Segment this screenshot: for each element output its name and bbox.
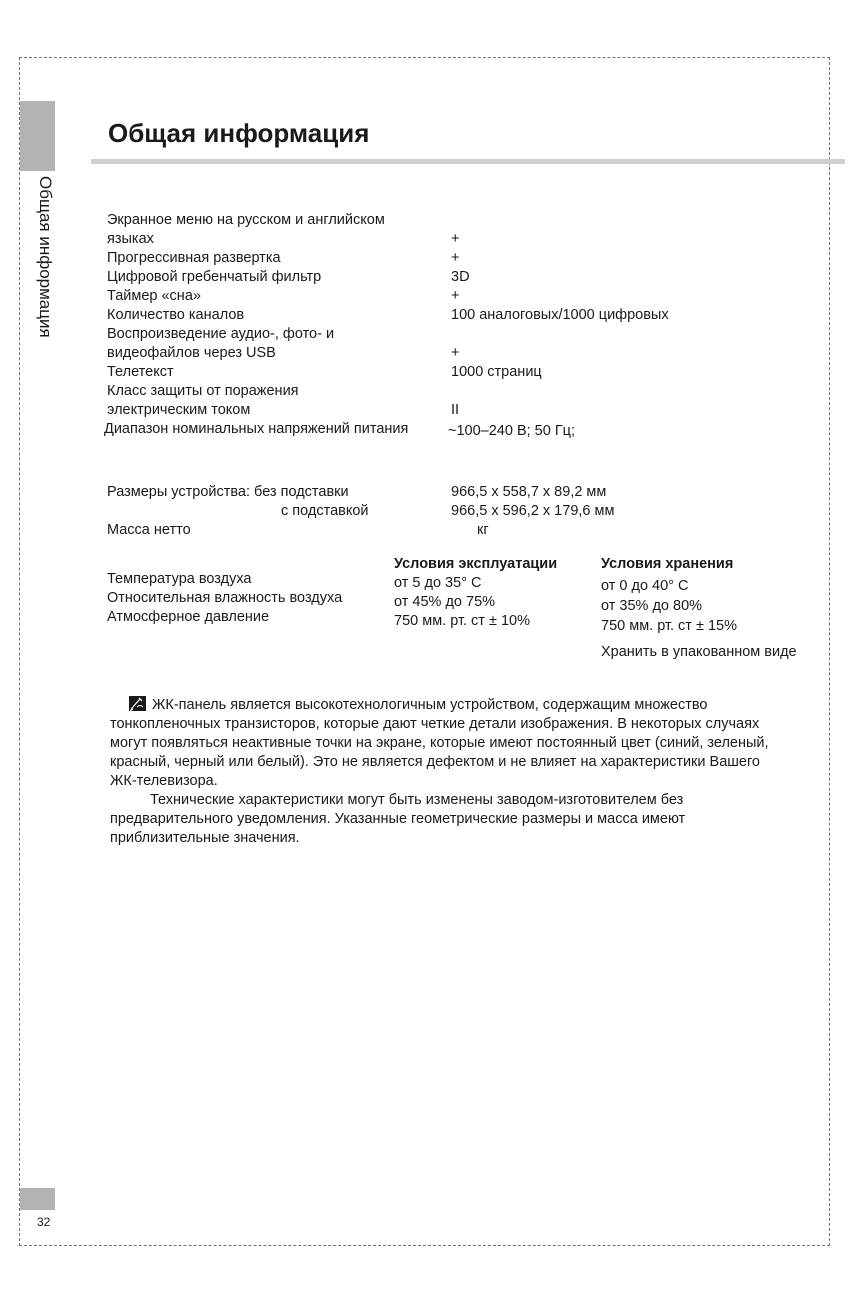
spec-label: Диапазон номинальных напряжений питания <box>104 421 409 437</box>
note-paragraph <box>110 696 790 791</box>
storage-note: Хранить в упакованном виде <box>601 644 797 660</box>
spec-value: + <box>451 231 460 247</box>
spec-value: 1000 страниц <box>451 364 542 380</box>
spec-label: Класс защиты от поражения <box>107 383 299 399</box>
spec-value: ~100–240 В; 50 Гц; <box>448 423 576 439</box>
note-paragraph-text: ЖК-панель является высокотехнологичным устройством, содержащим множество тонкопленочных транзисторов, которые дают четкие детали изображения. В некоторых случаях могут появляться неактивные точки на экране, которые имеют постоянный цвет (синий, зеленый, красный, черный или белый). Это не является дефектом и не влияет на характеристики Вашего ЖК-телевизора. <box>110 697 769 789</box>
spec-value: 100 аналоговых/1000 цифровых <box>451 307 669 323</box>
note-pencil-icon <box>129 696 146 711</box>
condition-label: Температура воздуха <box>107 571 252 587</box>
page-number: 32 <box>37 1215 51 1229</box>
spec-label: Экранное меню на русском и английском <box>107 212 385 228</box>
page-number-tab <box>20 1188 55 1210</box>
dimensions-label: Размеры устройства: без подставки <box>107 484 349 500</box>
spec-label: Таймер «сна» <box>107 288 201 304</box>
note-block <box>110 696 790 848</box>
spec-label: видеофайлов через USB <box>107 345 276 361</box>
condition-label: Относительная влажность воздуха <box>107 590 343 606</box>
mass-value: кг <box>477 522 489 538</box>
dimensions-with-stand-label: с подставкой <box>281 503 369 519</box>
spec-value: 3D <box>451 269 470 285</box>
condition-label: Атмосферное давление <box>107 609 270 625</box>
operation-conditions-header: Условия эксплуатации <box>394 556 558 572</box>
spec-value: + <box>451 345 460 361</box>
spec-value: + <box>451 288 460 304</box>
dimensions-value-with-stand: 966,5 х 596,2 х 179,6 мм <box>451 503 615 519</box>
note-paragraph: Технические характеристики могут быть изменены заводом-изготовителем без предварительного уведомления. Указанные геометрические размеры и масса имеют приблизительные значения. <box>110 792 686 846</box>
title-divider <box>91 159 845 164</box>
storage-value: от 0 до 40° С <box>601 578 689 594</box>
side-tab <box>20 101 55 171</box>
spec-label: Прогрессивная развертка <box>107 250 281 266</box>
storage-value: 750 мм. рт. ст ± 15% <box>601 618 737 634</box>
spec-label: Цифровой гребенчатый фильтр <box>107 269 322 285</box>
dimensions-value-no-stand: 966,5 х 558,7 х 89,2 мм <box>451 484 607 500</box>
operation-value: 750 мм. рт. ст ± 10% <box>394 613 530 629</box>
spec-value: + <box>451 250 460 266</box>
page-title: Общая информация <box>108 118 370 148</box>
spec-label: Воспроизведение аудио-, фото- и <box>107 326 335 342</box>
operation-value: от 45% до 75% <box>394 594 496 610</box>
storage-value: от 35% до 80% <box>601 598 703 614</box>
mass-label: Масса нетто <box>107 522 191 538</box>
spec-label: языках <box>107 231 154 247</box>
operation-value: от 5 до 35° С <box>394 575 482 591</box>
storage-conditions-header: Условия хранения <box>601 556 734 572</box>
side-section-label: Общая информация <box>36 176 55 338</box>
spec-label: Телетекст <box>107 364 174 380</box>
spec-label: электрическим током <box>107 402 251 418</box>
spec-label: Количество каналов <box>107 307 245 323</box>
spec-value: II <box>451 402 460 418</box>
